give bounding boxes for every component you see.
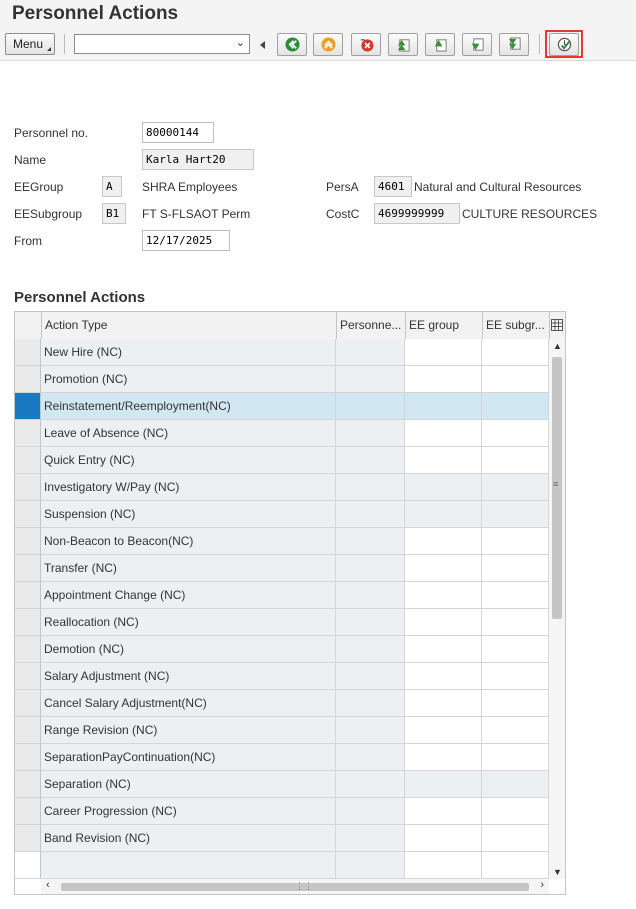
cancel-icon	[359, 37, 374, 52]
ee-subgroup-cell[interactable]	[482, 825, 549, 851]
action-type-cell[interactable]: Cancel Salary Adjustment(NC)	[41, 690, 336, 716]
eegroup-label: EEGroup	[14, 180, 64, 194]
row-selector[interactable]	[15, 339, 41, 365]
select-all-header[interactable]	[15, 312, 41, 339]
ee-group-cell[interactable]	[405, 447, 482, 473]
ee-subgroup-cell[interactable]	[482, 852, 549, 878]
table-header	[15, 312, 565, 340]
personnel-cell[interactable]	[336, 744, 405, 770]
row-selector[interactable]	[15, 852, 41, 878]
ee-subgroup-cell[interactable]	[482, 690, 549, 716]
execute-button-highlight	[545, 30, 583, 58]
exit-icon	[321, 37, 336, 52]
column-header-personnel[interactable]: Personne...	[336, 312, 405, 339]
table-row[interactable]	[15, 690, 549, 717]
ee-subgroup-cell[interactable]	[482, 717, 549, 743]
ee-subgroup-cell[interactable]	[482, 474, 549, 500]
name-label: Name	[14, 153, 47, 167]
ee-group-cell[interactable]	[405, 825, 482, 851]
scroll-down-icon[interactable]: ▼	[553, 867, 562, 877]
column-settings-button[interactable]	[549, 312, 565, 339]
next-page-icon	[470, 37, 485, 52]
ee-group-cell[interactable]	[405, 717, 482, 743]
row-selector[interactable]	[15, 798, 41, 824]
row-selector[interactable]	[15, 474, 41, 500]
exit-button[interactable]	[313, 33, 343, 56]
action-type-cell[interactable]: Quick Entry (NC)	[41, 447, 336, 473]
costc-text: CULTURE RESOURCES	[462, 207, 598, 221]
ee-group-cell[interactable]	[405, 690, 482, 716]
table-row[interactable]	[15, 393, 549, 420]
column-header-action-type[interactable]: Action Type	[41, 312, 336, 339]
persa-label: PersA	[326, 180, 359, 194]
ee-subgroup-cell[interactable]	[482, 663, 549, 689]
menu-caret-icon	[47, 47, 51, 51]
action-type-cell[interactable]: Range Revision (NC)	[41, 717, 336, 743]
horizontal-scrollbar[interactable]	[41, 879, 549, 894]
personnel-cell[interactable]	[336, 663, 405, 689]
table-row[interactable]	[15, 825, 549, 852]
personnel-cell[interactable]	[336, 771, 405, 797]
scroll-up-icon[interactable]: ▲	[553, 341, 562, 351]
ee-subgroup-cell[interactable]	[482, 744, 549, 770]
ee-subgroup-cell[interactable]	[482, 339, 549, 365]
table-row[interactable]	[15, 852, 549, 879]
personnel-cell[interactable]	[336, 339, 405, 365]
ee-group-cell[interactable]	[405, 366, 482, 392]
back-icon	[285, 37, 300, 52]
table-row[interactable]	[15, 366, 549, 393]
personnel-cell[interactable]	[336, 852, 405, 878]
next-page-button[interactable]	[462, 33, 492, 56]
ee-group-cell[interactable]	[405, 420, 482, 446]
ee-group-cell[interactable]	[405, 528, 482, 554]
table-row[interactable]	[15, 771, 549, 798]
table-row[interactable]	[15, 609, 549, 636]
toolbar-separator	[539, 34, 540, 54]
personnel-cell[interactable]	[336, 501, 405, 527]
row-selector[interactable]	[15, 663, 41, 689]
ee-group-cell[interactable]	[405, 555, 482, 581]
chevron-down-icon[interactable]: ⌄	[235, 37, 245, 49]
ee-group-cell[interactable]	[405, 609, 482, 635]
table-row[interactable]	[15, 501, 549, 528]
table-row[interactable]	[15, 528, 549, 555]
row-selector[interactable]	[15, 555, 41, 581]
table-row[interactable]	[15, 474, 549, 501]
column-header-ee-group[interactable]: EE group	[405, 312, 482, 339]
table-row[interactable]	[15, 636, 549, 663]
vertical-scrollbar[interactable]	[549, 339, 565, 879]
personnel-cell[interactable]	[336, 609, 405, 635]
ee-group-cell[interactable]	[405, 393, 482, 419]
row-selector[interactable]	[15, 690, 41, 716]
menu-button[interactable]	[5, 33, 55, 55]
scroll-right-icon[interactable]: ›	[540, 879, 544, 891]
row-selector[interactable]	[15, 366, 41, 392]
ee-group-cell[interactable]	[405, 474, 482, 500]
name-field: Karla Hart20	[142, 149, 254, 170]
ee-subgroup-cell[interactable]	[482, 609, 549, 635]
row-selector[interactable]	[15, 582, 41, 608]
row-selector[interactable]	[15, 501, 41, 527]
costc-field: 4699999999	[374, 203, 460, 224]
ee-subgroup-cell[interactable]	[482, 528, 549, 554]
personnel-no-label: Personnel no.	[14, 126, 89, 140]
personnel-cell[interactable]	[336, 717, 405, 743]
table-row[interactable]	[15, 339, 549, 366]
scroll-left-icon[interactable]: ‹	[46, 879, 50, 891]
first-page-button[interactable]	[388, 33, 418, 56]
row-selector[interactable]	[15, 744, 41, 770]
action-type-cell[interactable]: Separation (NC)	[41, 771, 336, 797]
from-label: From	[14, 234, 42, 248]
action-type-cell[interactable]: Leave of Absence (NC)	[41, 420, 336, 446]
table-row[interactable]	[15, 447, 549, 474]
cancel-button[interactable]	[351, 33, 381, 56]
grip-icon: ⋮⋮	[295, 881, 313, 891]
costc-label: CostC	[326, 207, 360, 221]
table-row[interactable]	[15, 663, 549, 690]
page-title: Personnel Actions	[12, 3, 179, 24]
ee-group-cell[interactable]	[405, 744, 482, 770]
ee-subgroup-cell[interactable]	[482, 393, 549, 419]
personnel-cell[interactable]	[336, 690, 405, 716]
action-type-cell[interactable]: Suspension (NC)	[41, 501, 336, 527]
personnel-cell[interactable]	[336, 366, 405, 392]
ee-subgroup-cell[interactable]	[482, 447, 549, 473]
row-selector[interactable]	[15, 447, 41, 473]
action-type-cell[interactable]: Reallocation (NC)	[41, 609, 336, 635]
grip-icon: ≡	[553, 479, 559, 489]
personnel-cell[interactable]	[336, 825, 405, 851]
action-type-cell[interactable]: Transfer (NC)	[41, 555, 336, 581]
row-selector[interactable]	[15, 825, 41, 851]
action-type-cell[interactable]: Career Progression (NC)	[41, 798, 336, 824]
table-row[interactable]	[15, 582, 549, 609]
row-selector[interactable]	[15, 393, 41, 419]
eegroup-text: SHRA Employees	[142, 180, 238, 194]
action-type-cell[interactable]: Demotion (NC)	[41, 636, 336, 662]
row-selector[interactable]	[15, 528, 41, 554]
collapse-toolbar-icon[interactable]	[260, 41, 265, 49]
ee-subgroup-cell[interactable]	[482, 771, 549, 797]
row-selector[interactable]	[15, 420, 41, 446]
action-type-cell[interactable]	[41, 852, 336, 878]
eesubgroup-label: EESubgroup	[14, 207, 83, 221]
ee-subgroup-cell[interactable]	[482, 555, 549, 581]
personnel-cell[interactable]	[336, 528, 405, 554]
table-row[interactable]	[15, 717, 549, 744]
ee-subgroup-cell[interactable]	[482, 798, 549, 824]
action-type-cell[interactable]: Salary Adjustment (NC)	[41, 663, 336, 689]
action-type-cell[interactable]: SeparationPayContinuation(NC)	[41, 744, 336, 770]
title-bar	[0, 0, 636, 30]
table-row[interactable]	[15, 555, 549, 582]
eesubgroup-field: B1	[102, 203, 126, 224]
personnel-cell[interactable]	[336, 420, 405, 446]
action-type-cell[interactable]: Promotion (NC)	[41, 366, 336, 392]
previous-page-button[interactable]	[425, 33, 455, 56]
toolbar-separator	[64, 34, 65, 54]
action-type-cell[interactable]: Band Revision (NC)	[41, 825, 336, 851]
persa-field: 4601	[374, 176, 412, 197]
command-field[interactable]	[74, 34, 250, 54]
menu-button-label: Menu	[13, 37, 44, 51]
column-header-ee-subgroup[interactable]: EE subgr...	[482, 312, 549, 339]
previous-page-icon	[433, 37, 448, 52]
ee-subgroup-cell[interactable]	[482, 636, 549, 662]
ee-group-cell[interactable]	[405, 582, 482, 608]
ee-group-cell[interactable]	[405, 798, 482, 824]
ee-group-cell[interactable]	[405, 852, 482, 878]
ee-group-cell[interactable]	[405, 339, 482, 365]
personnel-cell[interactable]	[336, 555, 405, 581]
persa-text: Natural and Cultural Resources	[414, 180, 582, 194]
ee-group-cell[interactable]	[405, 501, 482, 527]
table-row[interactable]	[15, 420, 549, 447]
back-button[interactable]	[277, 33, 307, 56]
ee-subgroup-cell[interactable]	[482, 501, 549, 527]
ee-group-cell[interactable]	[405, 771, 482, 797]
ee-subgroup-cell[interactable]	[482, 582, 549, 608]
personnel-cell[interactable]	[336, 582, 405, 608]
eegroup-field: A	[102, 176, 122, 197]
personnel-cell[interactable]	[336, 393, 405, 419]
table-settings-icon	[551, 319, 563, 331]
personnel-cell[interactable]	[336, 798, 405, 824]
row-selector[interactable]	[15, 717, 41, 743]
table-row[interactable]	[15, 798, 549, 825]
action-type-cell[interactable]: Investigatory W/Pay (NC)	[41, 474, 336, 500]
action-type-cell[interactable]: Reinstatement/Reemployment(NC)	[41, 393, 336, 419]
ee-subgroup-cell[interactable]	[482, 420, 549, 446]
toolbar	[0, 30, 636, 61]
row-selector[interactable]	[15, 771, 41, 797]
personnel-actions-table	[14, 311, 566, 895]
personnel-cell[interactable]	[336, 474, 405, 500]
action-type-cell[interactable]: New Hire (NC)	[41, 339, 336, 365]
last-page-icon	[507, 37, 522, 52]
personnel-no-field[interactable]: 80000144	[142, 122, 214, 143]
last-page-button[interactable]	[499, 33, 529, 56]
ee-group-cell[interactable]	[405, 636, 482, 662]
action-type-cell[interactable]: Non-Beacon to Beacon(NC)	[41, 528, 336, 554]
row-selector[interactable]	[15, 636, 41, 662]
from-date-field[interactable]: 12/17/2025	[142, 230, 230, 251]
row-selector[interactable]	[15, 609, 41, 635]
action-type-cell[interactable]: Appointment Change (NC)	[41, 582, 336, 608]
personnel-cell[interactable]	[336, 636, 405, 662]
eesubgroup-text: FT S-FLSAOT Perm	[142, 207, 251, 221]
section-title: Personnel Actions	[14, 289, 146, 306]
first-page-icon	[396, 37, 411, 52]
ee-subgroup-cell[interactable]	[482, 366, 549, 392]
ee-group-cell[interactable]	[405, 663, 482, 689]
table-row[interactable]	[15, 744, 549, 771]
personnel-cell[interactable]	[336, 447, 405, 473]
